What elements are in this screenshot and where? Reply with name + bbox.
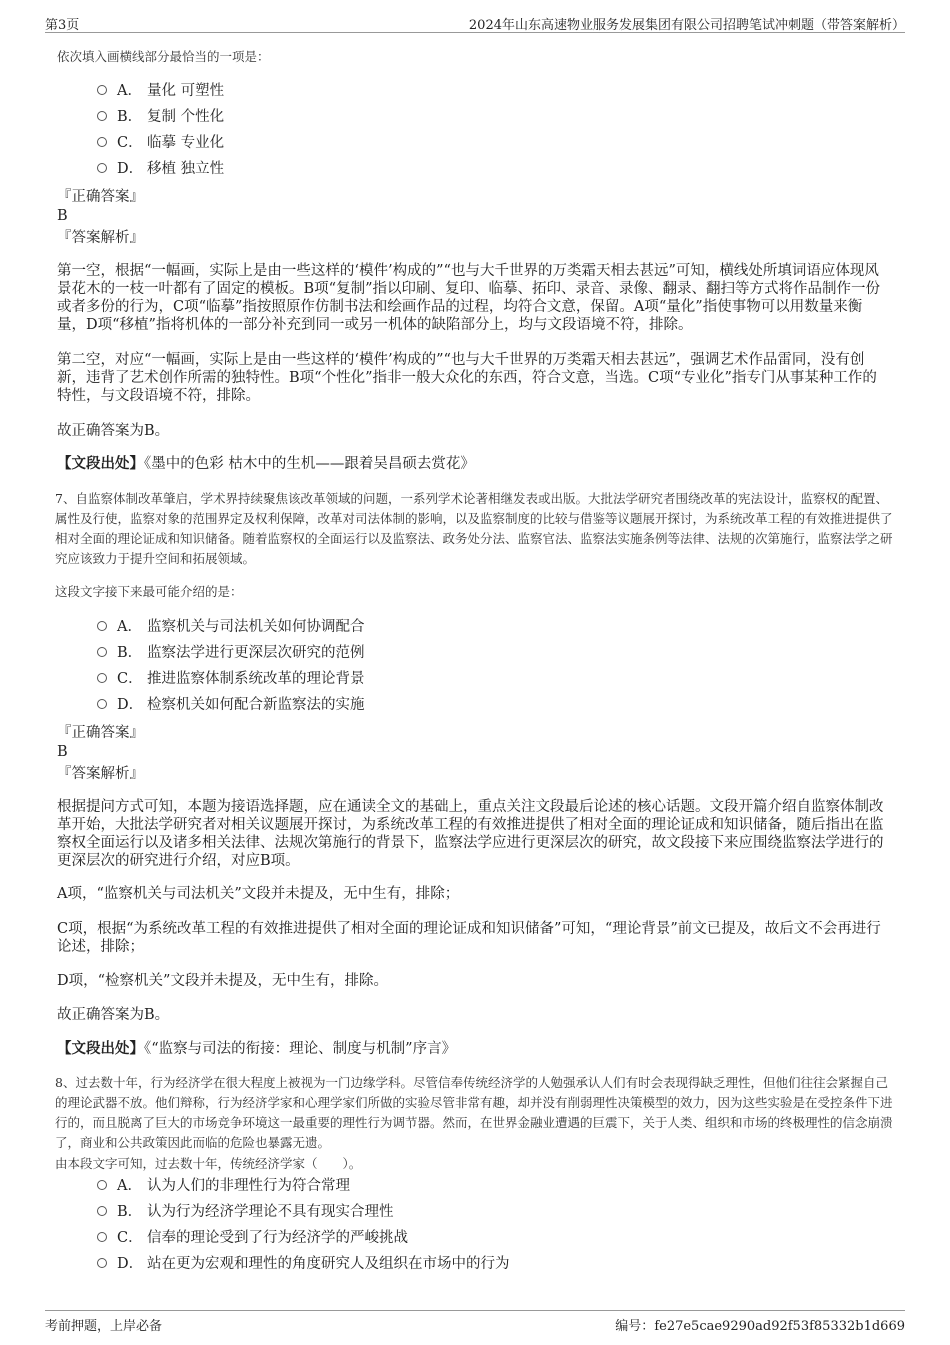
page-footer	[45, 1310, 905, 1335]
q6-option-a[interactable]: A． 量化 可塑性	[97, 81, 224, 101]
q7-option-c[interactable]: C． 推进监察体制系统改革的理论背景	[97, 669, 365, 689]
page-header	[45, 12, 905, 33]
footer-slogan: 考前押题，上岸必备	[45, 1319, 163, 1334]
q6-option-d[interactable]: D． 移植 独立性	[97, 159, 224, 179]
q8-option-d[interactable]: D． 站在更为宏观和理性的角度研究人及组织在市场中的行为	[97, 1254, 510, 1274]
q7-option-a[interactable]: A． 监察机关与司法机关如何协调配合	[97, 617, 365, 637]
q7-analysis-option-a: A项，“监察机关与司法机关”文段并未提及，无中生有，排除；	[57, 886, 460, 902]
q8-option-a[interactable]: A． 认为人们的非理性行为符合常理	[97, 1176, 350, 1196]
q6-analysis-paragraph-2: 第二空，对应“一幅画，实际上是由一些这样的‘模件’构成的”“也与大千世界的万类霜天相去甚远”，强调艺术作品雷同，没有创新，违背了艺术创作所需的独特性。B项“个性化”指非一般大众化的东西，符合文意，当选。C项“专业化”指专门从事某种工作的特性，与文段语境不符，排除。	[57, 352, 877, 404]
q7-answer-label: 『正确答案』	[57, 725, 144, 741]
q7-stem: 7、自监察体制改革肇启，学术界持续聚焦该改革领域的问题，一系列学术论著相继发表或出版。大批法学研究者围绕改革的宪法设计，监察权的配置、属性及行使，监察对象的范围界定及权利保障，改革对司法体制的影响，以及监察制度的比较与借鉴等议题展开探讨，为系统改革工程的有效推进提供了相对全面的理论证成和知识储备。随着监察权的全面运行以及监察法、政务处分法、监察官法、监察法实施条例等法律、法规的次第施行，监察法学之研究应该致力于提升空间和拓展领域。	[55, 491, 893, 566]
radio-icon[interactable]	[97, 111, 107, 121]
q6-answer-label: 『正确答案』	[57, 189, 144, 205]
q7-answer: B	[57, 744, 68, 760]
q7-analysis-option-c: C项，根据“为系统改革工程的有效推进提供了相对全面的理论证成和知识储备”可知，“理论背景”前文已提及，故后文不会再进行论述，排除；	[57, 921, 881, 955]
document-title: 2024年山东高速物业服务发展集团有限公司招聘笔试冲刺题（带答案解析）	[468, 18, 905, 33]
document-code: 编号：fe27e5cae9290ad92f53f85332b1d669	[615, 1319, 905, 1334]
q8-option-b[interactable]: B． 认为行为经济学理论不具有现实合理性	[97, 1202, 394, 1222]
page-number: 第3页	[45, 18, 80, 33]
q6-analysis-label: 『答案解析』	[57, 230, 144, 246]
radio-icon[interactable]	[97, 621, 107, 631]
q6-option-b[interactable]: B． 复制 个性化	[97, 107, 224, 127]
q8-option-c[interactable]: C． 信奉的理论受到了行为经济学的严峻挑战	[97, 1228, 408, 1248]
radio-icon[interactable]	[97, 137, 107, 147]
radio-icon[interactable]	[97, 673, 107, 683]
radio-icon[interactable]	[97, 1232, 107, 1242]
radio-icon[interactable]	[97, 1258, 107, 1268]
q6-answer: B	[57, 208, 68, 224]
q7-analysis-conclusion: 故正确答案为B。	[57, 1007, 170, 1023]
q7-analysis-paragraph-1: 根据提问方式可知，本题为接语选择题，应在通读全文的基础上，重点关注文段最后论述的核心话题。文段开篇介绍自监察体制改革开始，大批法学研究者对相关议题展开探讨，为系统改革工程的有效推进提供了相对全面的理论证成和知识储备，随后指出在监察权全面运行以及诸多相关法律、法规次第施行的背景下，监察法学应进行更深层次的研究，故文段接下来应围绕监察法学进行的更深层次的研究进行介绍，对应B项。	[57, 799, 884, 869]
radio-icon[interactable]	[97, 163, 107, 173]
radio-icon[interactable]	[97, 699, 107, 709]
q7-option-d[interactable]: D． 检察机关如何配合新监察法的实施	[97, 695, 365, 715]
q6-analysis-conclusion: 故正确答案为B。	[57, 423, 170, 439]
q7-analysis-option-d: D项，“检察机关”文段并未提及，无中生有，排除。	[57, 973, 388, 989]
q7-source: 【文段出处】《“监察与司法的衔接：理论、制度与机制”序言》	[57, 1040, 457, 1057]
q8-stem: 8、过去数十年，行为经济学在很大程度上被视为一门边缘学科。尽管信奉传统经济学的人勉强承认人们有时会表现得缺乏理性，但他们往往会紧握自己的理论武器不放。他们辩称，行为经济学家和心理学家们所做的实验尽管非常有趣，却并没有削弱理性决策模型的效力，因为这些实验是在受控条件下进行的，而且脱离了巨大的市场竞争环境这一最重要的理性行为调节器。然而，在世界金融业遭遇的巨震下，关于人类、组织和市场的终极理性的信念崩溃了，商业和公共政策因此而临的危险也暴露无遗。	[55, 1075, 893, 1150]
q8-prompt: 由本段文字可知，过去数十年，传统经济学家（ ）。	[55, 1156, 362, 1171]
q6-prompt: 依次填入画横线部分最恰当的一项是：	[57, 49, 270, 64]
q7-analysis-label: 『答案解析』	[57, 766, 144, 782]
radio-icon[interactable]	[97, 85, 107, 95]
q7-prompt: 这段文字接下来最可能介绍的是：	[55, 584, 243, 599]
q6-source: 【文段出处】《墨中的色彩 枯木中的生机——跟着吴昌硕去赏花》	[57, 455, 475, 472]
q7-option-b[interactable]: B． 监察法学进行更深层次研究的范例	[97, 643, 365, 663]
document-code-value: fe27e5cae9290ad92f53f85332b1d669	[654, 1319, 905, 1334]
q6-option-c[interactable]: C． 临摹 专业化	[97, 133, 224, 153]
q6-analysis-paragraph-1: 第一空，根据“一幅画，实际上是由一些这样的‘模件’构成的”“也与大千世界的万类霜天相去甚远”可知，横线处所填词语应体现风景花木的一枝一叶都有了固定的模板。B项“复制”指以印刷、复印、临摹、拓印、录音、录像、翻录、翻扫等方式将作品制作一份或者多份的行为，C项“临摹”指按照原作仿制书法和绘画作品的过程，均符合文意，保留。A项“量化”指使事物可以用数量来衡量，D项“移植”指将机体的一部分补充到同一或另一机体的缺陷部分上，均与文段语境不符，排除。	[57, 263, 880, 333]
radio-icon[interactable]	[97, 647, 107, 657]
radio-icon[interactable]	[97, 1180, 107, 1190]
radio-icon[interactable]	[97, 1206, 107, 1216]
